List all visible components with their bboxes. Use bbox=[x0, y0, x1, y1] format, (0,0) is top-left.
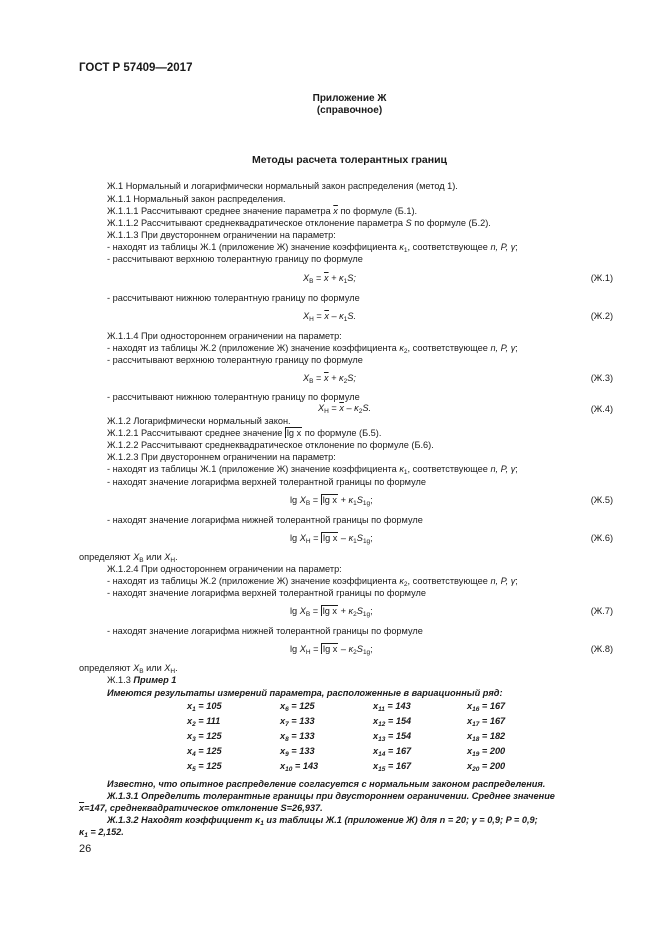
equation-number: (Ж.2) bbox=[590, 311, 613, 321]
measurement-value: $x_6 = 125$ bbox=[280, 701, 315, 713]
measurement-value: $x_{15} = 167$ bbox=[373, 761, 412, 773]
measurement-value: $x_{16} = 167$ bbox=[467, 701, 506, 713]
measurement-value: $x_3 = 125$ bbox=[187, 731, 222, 743]
equation-number: (Ж.7) bbox=[590, 606, 613, 616]
section-title: Методы расчета толерантных границ bbox=[251, 154, 447, 166]
text-line: Ж.1.1.1 Рассчитывают среднее значение параметра $\overline{x}$ по формуле (Б.1). bbox=[107, 206, 418, 216]
text-line: - рассчитывают нижнюю толерантную границу по формуле bbox=[107, 293, 360, 303]
measurement-value: $x_5 = 125$ bbox=[187, 761, 222, 773]
text-line: Ж.1.3.2 Находят коэффициент $\kappa_1$ из таблицы Ж.1 (приложение Ж) для n = 20; γ = 0,9; P = 0,9; bbox=[107, 815, 538, 827]
text-line: Ж.1.1 Нормальный закон распределения. bbox=[107, 194, 286, 204]
measurement-value: $x_{13} = 154$ bbox=[373, 731, 412, 743]
text-line: - находят из таблицы Ж.2 (приложение Ж) значение коэффициента $\kappa_2$, соответствующее n, P, γ; bbox=[107, 576, 518, 588]
measurement-value: $x_2 = 111$ bbox=[187, 716, 221, 728]
equation: $\lg X_B = \lg x + \kappa_1S_{1g}$; bbox=[290, 495, 373, 507]
text-line: - находят из таблицы Ж.2 (приложение Ж) значение коэффициента $\kappa_2$, соответствующее n, P, γ; bbox=[107, 343, 518, 355]
measurement-value: $x_{17} = 167$ bbox=[467, 716, 506, 728]
text-line: определяют $X_B$ или $X_H$. bbox=[79, 663, 178, 675]
text-line: - находят значение логарифма нижней толерантной границы по формуле bbox=[107, 515, 423, 525]
text-line: Ж.1.1.4 При одностороннем ограничении на параметр: bbox=[107, 331, 342, 341]
text-line: - рассчитывают верхнюю толерантную границу по формуле bbox=[107, 355, 363, 365]
text-line: - рассчитывают нижнюю толерантную границу по формуле bbox=[107, 392, 360, 402]
equation-number: (Ж.1) bbox=[590, 273, 613, 283]
text-line: $\kappa_1 = 2,152$. bbox=[79, 827, 124, 839]
text-line: - находят из таблицы Ж.1 (приложение Ж) значение коэффициента $\kappa_1$, соответствующее n, P, γ; bbox=[107, 464, 518, 476]
document-header: ГОСТ Р 57409—2017 bbox=[79, 62, 193, 74]
appendix-title: Приложение Ж bbox=[312, 93, 387, 104]
text-line: $\overline{x}=147$, среднеквадратическое отклонение S=26,937. bbox=[79, 803, 323, 813]
equation-number: (Ж.8) bbox=[590, 644, 613, 654]
measurement-value: $x_8 = 133$ bbox=[280, 731, 315, 743]
text-line: Ж.1.2.2 Рассчитывают среднеквадратическое отклонение по формуле (Б.6). bbox=[107, 440, 434, 450]
equation-number: (Ж.5) bbox=[590, 495, 613, 505]
text-line: - находят значение логарифма верхней толерантной границы по формуле bbox=[107, 477, 426, 487]
measurement-value: $x_9 = 133$ bbox=[280, 746, 315, 758]
appendix-subtitle: (справочное) bbox=[316, 105, 383, 116]
text-line: Ж.1.3 Пример 1 bbox=[107, 675, 177, 685]
measurement-value: $x_7 = 133$ bbox=[280, 716, 315, 728]
text-line: определяют $X_B$ или $X_H$. bbox=[79, 552, 178, 564]
measurement-value: $x_4 = 125$ bbox=[187, 746, 222, 758]
text-line: Имеются результаты измерений параметра, расположенные в вариационный ряд: bbox=[107, 688, 503, 698]
measurement-value: $x_{11} = 143$ bbox=[373, 701, 411, 713]
equation-number: (Ж.6) bbox=[590, 533, 613, 543]
text-line: - рассчитывают верхнюю толерантную границу по формуле bbox=[107, 254, 363, 264]
text-line: Ж.1 Нормальный и логарифмически нормальный закон распределения (метод 1). bbox=[107, 181, 458, 191]
equation: $\lg X_H = \lg x - \kappa_2S_{1g}$; bbox=[290, 644, 373, 656]
text-line: Ж.1.3.1 Определить толерантные границы при двустороннем ограничении. Среднее значение bbox=[107, 791, 555, 801]
text-line: Ж.1.1.3 При двустороннем ограничении на параметр: bbox=[107, 230, 336, 240]
text-line: Ж.1.1.2 Рассчитывают среднеквадратическое отклонение параметра S по формуле (Б.2). bbox=[107, 218, 491, 228]
text-line: Ж.1.2.1 Рассчитывают среднее значение lg x по формуле (Б.5). bbox=[107, 428, 382, 438]
measurement-value: $x_{10} = 143$ bbox=[280, 761, 319, 773]
text-line: Ж.1.2.3 При двустороннем ограничении на параметр: bbox=[107, 452, 336, 462]
text-line: Известно, что опытное распределение согласуется с нормальным законом распределения. bbox=[107, 779, 546, 789]
page-number: 26 bbox=[79, 843, 92, 855]
measurement-value: $x_{14} = 167$ bbox=[373, 746, 412, 758]
measurement-value: $x_1 = 105$ bbox=[187, 701, 222, 713]
measurement-value: $x_{18} = 182$ bbox=[467, 731, 506, 743]
equation: $X_H = \overline{x} - \kappa_2S$. bbox=[318, 403, 372, 415]
measurement-value: $x_{20} = 200$ bbox=[467, 761, 506, 773]
text-line: - находят значение логарифма нижней толерантной границы по формуле bbox=[107, 626, 423, 636]
text-line: - находят значение логарифма верхней толерантной границы по формуле bbox=[107, 588, 426, 598]
equation: $X_B = \overline{x} + \kappa_1S$; bbox=[303, 273, 356, 285]
measurement-value: $x_{12} = 154$ bbox=[373, 716, 412, 728]
text-line: Ж.1.2.4 При одностороннем ограничении на параметр: bbox=[107, 564, 342, 574]
equation: $X_H = \overline{x} - \kappa_1S$. bbox=[303, 311, 357, 323]
equation-number: (Ж.4) bbox=[590, 404, 613, 414]
equation: $\lg X_B = \lg x + \kappa_2S_{1g}$; bbox=[290, 606, 373, 618]
equation: $X_B = \overline{x} + \kappa_2S$; bbox=[303, 373, 356, 385]
equation-number: (Ж.3) bbox=[590, 373, 613, 383]
measurement-value: $x_{19} = 200$ bbox=[467, 746, 506, 758]
text-line: Ж.1.2 Логарифмически нормальный закон. bbox=[107, 416, 291, 426]
equation: $\lg X_H = \lg x - \kappa_1S_{1g}$; bbox=[290, 533, 373, 545]
text-line: - находят из таблицы Ж.1 (приложение Ж) значение коэффициента $\kappa_1$, соответствующее n, P, γ; bbox=[107, 242, 518, 254]
